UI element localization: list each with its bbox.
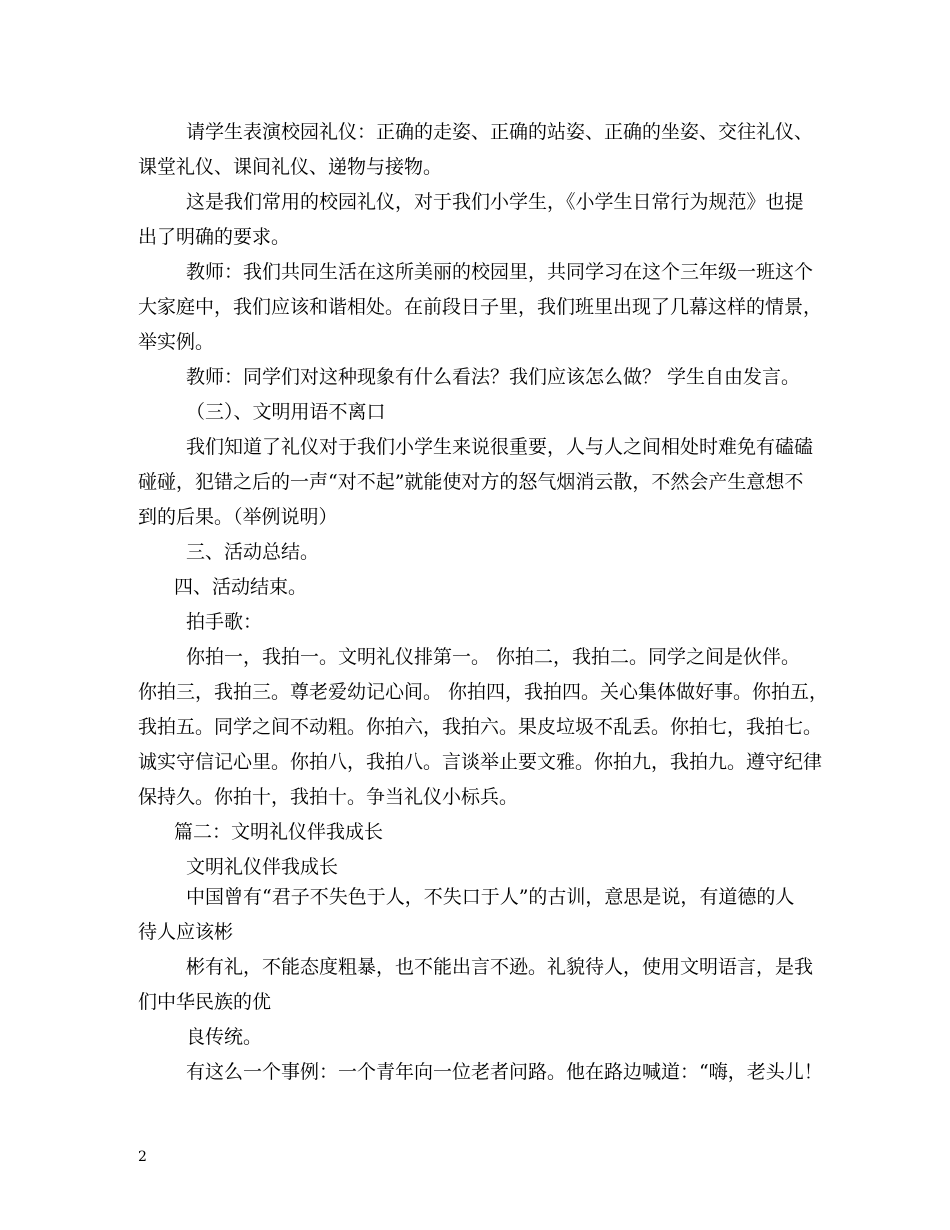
text-line: 请学生表演校园礼仪：正确的走姿、正确的站姿、正确的坐姿、交往礼仪、	[186, 121, 814, 143]
text-line: 出了明确的要求。	[138, 226, 291, 248]
text-line: 拍手歌：	[186, 611, 263, 633]
text-line: 你拍一，我拍一。文明礼仪排第一。 你拍二，我拍二。同学之间是伙伴。	[186, 646, 801, 668]
text-line: 这是我们常用的校园礼仪，对于我们小学生，《小学生日常行为规范》也提	[186, 191, 804, 213]
section-heading: 三、活动总结。	[186, 541, 320, 563]
text-line: 碰碰，犯错之后的一声“对不起”就能使对方的怒气烟消云散，不然会产生意想不	[138, 471, 804, 493]
text-line: 你拍三，我拍三。尊老爱幼记心间。 你拍四，我拍四。关心集体做好事。你拍五，	[138, 681, 829, 703]
text-line: 举实例。	[138, 331, 215, 353]
text-line: 良传统。	[186, 1026, 263, 1048]
text-line: 彬有礼，不能态度粗暴，也不能出言不逊。礼貌待人，使用文明语言，是我	[186, 956, 814, 978]
text-line: 课堂礼仪、课间礼仪、递物与接物。	[138, 156, 443, 178]
text-line: 我拍五。同学之间不动粗。你拍六，我拍六。果皮垃圾不乱丢。你拍七，我拍七。	[138, 716, 823, 738]
text-line: 我们知道了礼仪对于我们小学生来说很重要，人与人之间相处时难免有磕磕	[186, 436, 814, 458]
section-heading: 篇二：文明礼仪伴我成长	[174, 821, 384, 843]
text-line: 教师：同学们对这种现象有什么看法？我们应该怎么做？ 学生自由发言。	[186, 366, 801, 388]
section-heading: 四、活动结束。	[174, 576, 308, 598]
text-line: 到的后果。（举例说明）	[138, 506, 338, 528]
text-line: 待人应该彬	[138, 921, 234, 943]
text-line: 大家庭中，我们应该和谐相处。在前段日子里，我们班里出现了几幕这样的情景，	[138, 296, 823, 318]
text-line: 中国曾有“君子不失色于人，不失口于人”的古训，意思是说，有道德的人	[186, 886, 795, 908]
text-line: 教师：我们共同生活在这所美丽的校园里，共同学习在这个三年级一班这个	[186, 261, 814, 283]
text-line: 有这么一个事例：一个青年向一位老者问路。他在路边喊道：“嗨，老头儿！	[186, 1061, 823, 1083]
text-line: 保持久。你拍十，我拍十。争当礼仪小标兵。	[138, 786, 519, 808]
text-line: 们中华民族的优	[138, 991, 272, 1013]
page-number: 2	[138, 1149, 147, 1165]
text-line: 诚实守信记心里。你拍八，我拍八。言谈举止要文雅。你拍九，我拍九。遵守纪律	[138, 751, 823, 773]
section-heading: （三）、文明用语不离口	[186, 401, 386, 423]
article-title: 文明礼仪伴我成长	[186, 856, 339, 878]
